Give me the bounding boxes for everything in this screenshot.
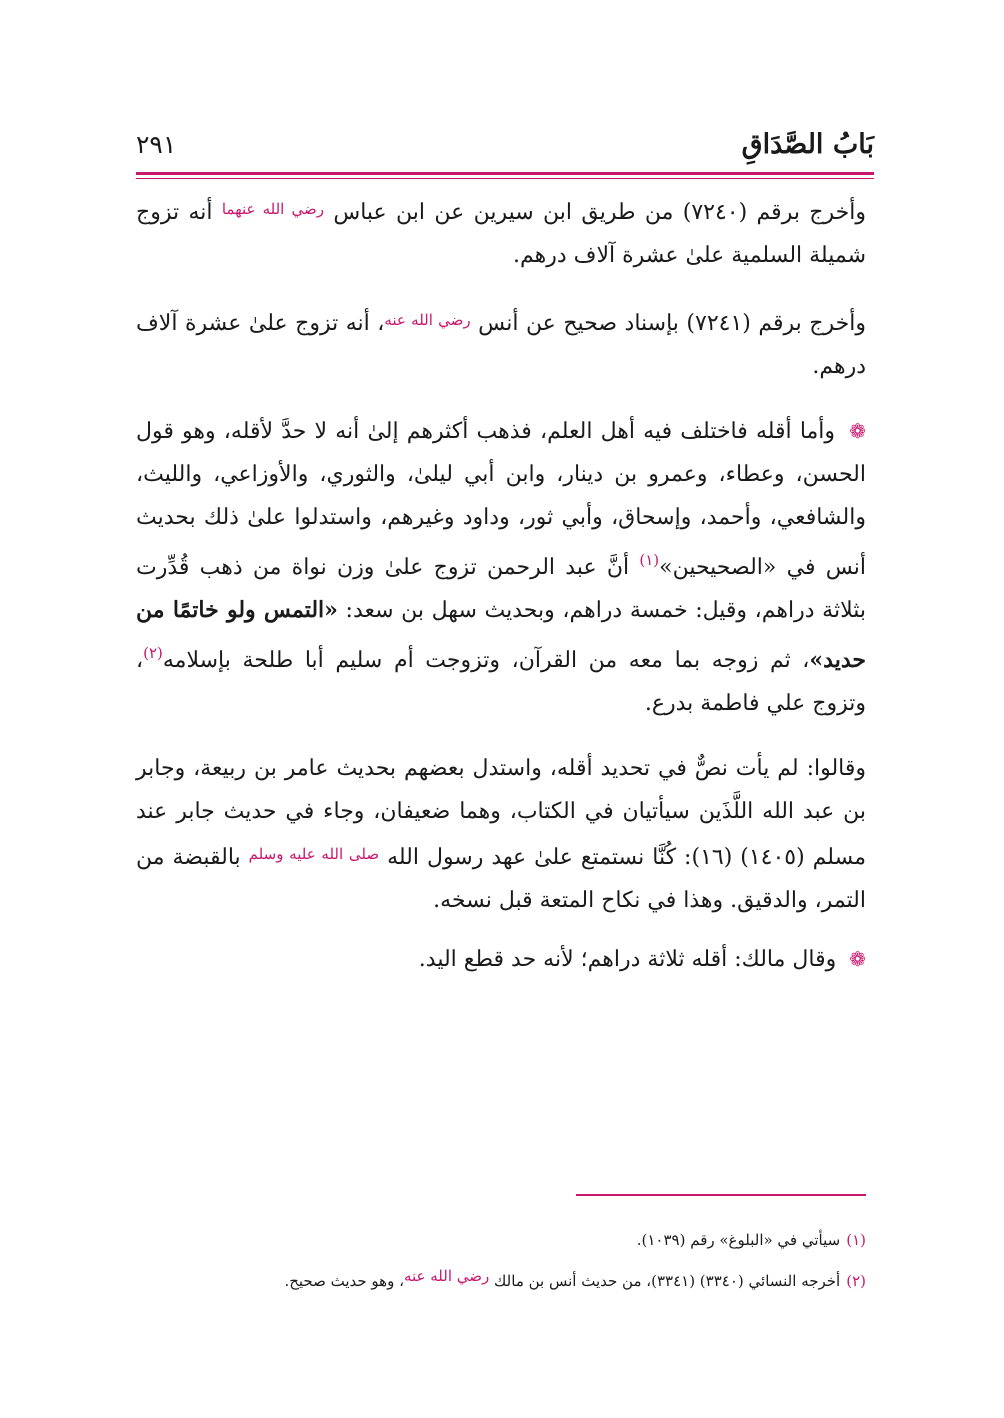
paragraph-2-text: وأخرج برقم (٧٢٤١) بإسناد صحيح عن أنس xyxy=(478,311,866,336)
chapter-title: بَابُ الصَّدَاقِ xyxy=(741,129,874,160)
footnote-text: سيأتي في «البلوغ» رقم (١٠٣٩). xyxy=(636,1231,841,1249)
header-rule-thin xyxy=(136,178,874,179)
paragraph-4-text-a: وقالوا: لم يأت نصٌّ في تحديد أقله، واستدل بعضهم بحديث عامر بن ربيعة، وجابر بن عبد الله اللَّذَين سيأتيان في الكتاب، وهما ضعيفان، وجاء في حديث جابر عند مسلم (١٤٠٥) (١٦): كُنَّا نستمتع علىٰ عهد رسول الله xyxy=(136,756,867,870)
page-header xyxy=(136,128,874,168)
footnote-2 xyxy=(136,1258,866,1299)
footnote-separator xyxy=(576,1194,866,1196)
footnote-number: (١) xyxy=(846,1231,866,1249)
paragraph-2-tail: ، أنه تزوج علىٰ عشرة آلاف درهم. xyxy=(136,311,866,379)
page-number: ٢٩١ xyxy=(136,130,177,159)
footnote-ref-2[interactable]: (٢) xyxy=(143,644,163,662)
paragraph-1-text: وأخرج برقم (٧٢٤٠) من طريق ابن سيرين عن ابن عباس xyxy=(333,200,866,225)
paragraph-3-text-b: أنَّ عبد الرحمن تزوج علىٰ وزن نواة من ذهب قُدِّرت بثلاثة دراهم، وقيل: خمسة دراهم، وبحديث سهل بن سعد: xyxy=(136,555,866,623)
paragraph-5-text: وقال مالك: أقله ثلاثة دراهم؛ لأنه حد قطع اليد. xyxy=(418,947,837,972)
footnotes xyxy=(136,1222,866,1299)
flower-ornament-icon: ❁ xyxy=(849,947,866,971)
footnote-ref-1[interactable]: (١) xyxy=(639,551,660,569)
paragraph-3-text-d: ، وتزوج علي فاطمة بدرع. xyxy=(136,648,866,716)
footnote-text-b: ، وهو حديث صحيح. xyxy=(284,1272,404,1290)
honorific-mark: رضي الله عنه xyxy=(403,1267,490,1285)
paragraph-3-text-a: وأما أقله فاختلف فيه أهل العلم، فذهب أكثرهم إلىٰ أنه لا حدَّ لأقله، وهو قول الحسن، وعطاء، وعمرو بن دينار، وابن أبي ليلىٰ، والثوري، والأوزاعي، والليث، والشافعي، وأحمد، وإسحاق، وأبي ثور، وداود وغيرهم، واستدلوا علىٰ ذلك بحديث أنس في «الصحيحين» xyxy=(136,419,866,580)
header-rule-thick xyxy=(136,172,874,175)
footnote-1 xyxy=(136,1222,866,1258)
honorific-mark: صلى الله عليه وسلم xyxy=(248,845,380,863)
honorific-mark: رضي الله عنهما xyxy=(221,200,324,218)
footnote-number: (٢) xyxy=(846,1272,866,1290)
body-text xyxy=(136,188,866,1003)
flower-ornament-icon: ❁ xyxy=(849,419,866,443)
paragraph-5 xyxy=(136,938,866,981)
paragraph-3-text-c: ، ثم زوجه بما معه من القرآن، وتزوجت أم سليم أبا طلحة بإسلامه xyxy=(162,648,810,673)
paragraph-2 xyxy=(136,299,866,388)
paragraph-1-tail: أنه تزوج شميلة السلمية علىٰ عشرة آلاف درهم. xyxy=(136,200,866,268)
paragraph-4 xyxy=(136,747,866,922)
paragraph-3 xyxy=(136,410,866,725)
paragraph-1 xyxy=(136,188,866,277)
hadith-quote: «التمس ولو خاتمًا من حديد» xyxy=(136,597,866,673)
footnote-text-a: أخرجه النسائي (٣٣٤٠) (٣٣٤١)، من حديث أنس بن مالك xyxy=(494,1272,841,1290)
honorific-mark: رضي الله عنه xyxy=(384,311,471,329)
paragraph-4-text-b: بالقبضة من التمر، والدقيق. وهذا في نكاح المتعة قبل نسخه. xyxy=(136,845,866,913)
